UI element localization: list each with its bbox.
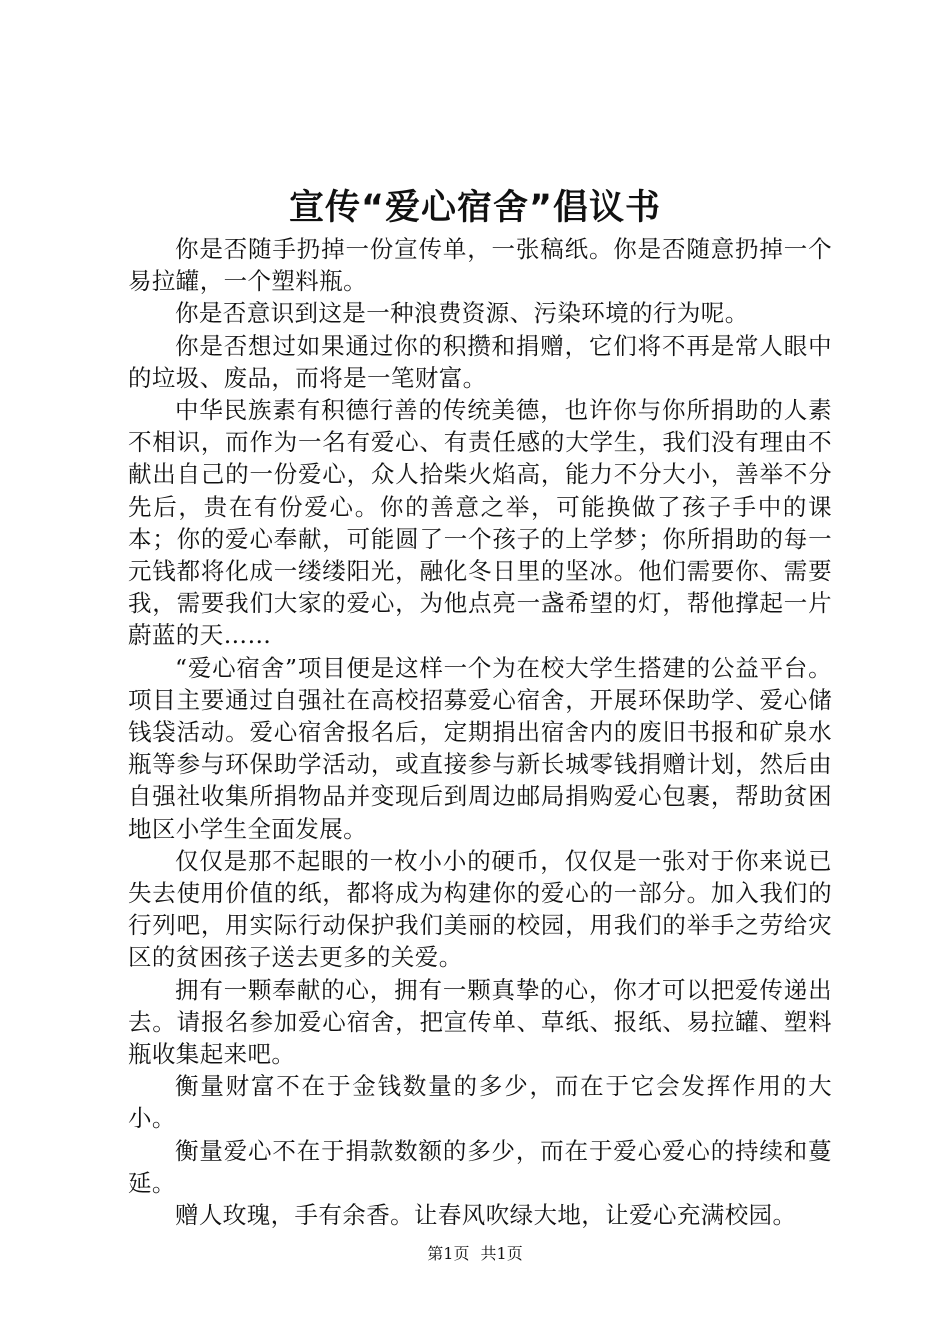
paragraph: 仅仅是那不起眼的一枚小小的硬币，仅仅是一张对于你来说已失去使用价值的纸，都将成为构建你的爱心的一部分。加入我们的行列吧，用实际行动保护我们美丽的校园，用我们的举手之劳给灾区的贫困孩子送去更多的关爱。 <box>128 846 832 972</box>
document-body <box>128 233 832 1231</box>
paragraph: 赠人玫瑰，手有余香。让春风吹绿大地，让爱心充满校园。 <box>175 1201 797 1230</box>
paragraph: “爱心宿舍”项目便是这样一个为在校大学生搭建的公益平台。项目主要通过自强社在高校招募爱心宿舍，开展环保助学、爱心储钱袋活动。爱心宿舍报名后，定期捐出宿舍内的废旧书报和矿泉水瓶等参与环保助学活动，或直接参与新长城零钱捐赠计划，然后由自强社收集所捐物品并变现后到周边邮局捐购爱心包裹，帮助贫困地区小学生全面发展。 <box>128 653 832 843</box>
paragraph: 衡量爱心不在于捐款数额的多少，而在于爱心爱心的持续和蔓延。 <box>128 1136 832 1197</box>
paragraph: 你是否随手扔掉一份宣传单，一张稿纸。你是否随意扔掉一个易拉罐，一个塑料瓶。 <box>128 235 832 296</box>
paragraph: 拥有一颗奉献的心，拥有一颗真挚的心，你才可以把爱传递出去。请报名参加爱心宿舍，把宣传单、草纸、报纸、易拉罐、塑料瓶收集起来吧。 <box>128 975 832 1069</box>
document-title: 宣传“爱心宿舍”倡议书 <box>288 188 661 228</box>
paragraph: 衡量财富不在于金钱数量的多少，而在于它会发挥作用的大小。 <box>128 1072 832 1133</box>
paragraph: 你是否想过如果通过你的积攒和捐赠，它们将不再是常人眼中的垃圾、废品，而将是一笔财富。 <box>128 331 832 392</box>
page-number-footer: 第1页 共1页 <box>427 1244 523 1263</box>
paragraph: 中华民族素有积德行善的传统美德，也许你与你所捐助的人素不相识，而作为一名有爱心、有责任感的大学生，我们没有理由不献出自己的一份爱心，众人拾柴火焰高，能力不分大小，善举不分先后，贵在有份爱心。你的善意之举，可能换做了孩子手中的课本；你的爱心奉献，可能圆了一个孩子的上学梦；你所捐助的每一元钱都将化成一缕缕阳光，融化冬日里的坚冰。他们需要你、需要我，需要我们大家的爱心，为他点亮一盏希望的灯，帮他撑起一片蔚蓝的天…… <box>128 396 832 650</box>
paragraph: 你是否意识到这是一种浪费资源、污染环境的行为呢。 <box>175 299 749 328</box>
